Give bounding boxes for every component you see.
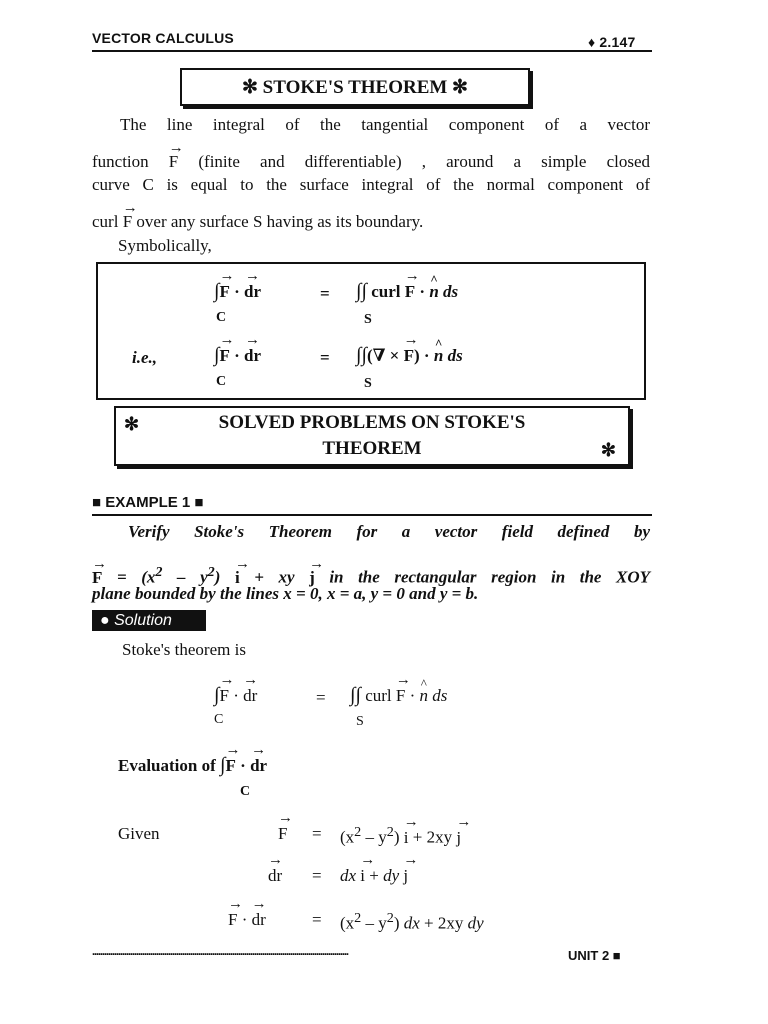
equals-sign: = xyxy=(320,284,330,303)
header-rule xyxy=(92,50,652,52)
given-f-equals: = xyxy=(312,824,322,843)
solution-line-integral: ∫→ F · → dr xyxy=(214,684,257,707)
section-star-right: ✻ xyxy=(600,440,616,460)
line-integral-lhs-2: ∫→ F · → dr xyxy=(214,344,261,367)
example-label: ■ EXAMPLE 1 ■ xyxy=(92,494,204,511)
vector-f-symbol: → F xyxy=(123,212,132,232)
given-f-rhs: $(x^2 - y^2) \to i + 2xy \to j$ xyxy=(340,824,461,848)
statement-line-2 xyxy=(92,152,650,172)
given-label: Given xyxy=(118,824,160,843)
equals-sign-2: = xyxy=(320,348,330,367)
given-f-lhs: → F xyxy=(278,824,287,844)
section-title-line-1: SOLVED PROBLEMS ON STOKE'S xyxy=(218,412,526,433)
solution-equals: = xyxy=(316,688,326,707)
fdr-lhs: → F · → dr xyxy=(228,910,266,930)
line-integral-lhs: ∫→ F · → dr xyxy=(214,280,261,303)
surface-integral-rhs: ∫∫ curl → F · ^ n ds xyxy=(356,280,458,303)
example-rule xyxy=(92,514,652,516)
section-star-left: ✻ xyxy=(124,414,140,434)
statement-line-4-rest: over any surface S having as its boundary. xyxy=(136,212,424,231)
solution-intro: Stoke's theorem is xyxy=(122,640,246,659)
statement-function-word: function xyxy=(92,152,149,171)
sub-s: S xyxy=(364,312,372,327)
fdr-rhs: $(x^2 - y^2)$ dx + 2xy dy xyxy=(340,910,484,933)
curl-form-rhs: ∫∫(∇ × → F) · ^ n ds xyxy=(356,344,463,367)
example-line-3: plane bounded by the lines x = 0, x = a, y = 0 and y = b. xyxy=(92,584,479,603)
statement-line-3: curve C is equal to the surface integral of the normal component of xyxy=(92,175,650,194)
solution-sub-c: C xyxy=(214,712,224,727)
sub-c-2: C xyxy=(216,374,227,389)
footer-dots: ................................................................................................................................ xyxy=(92,944,348,958)
section-title-line-2: THEOREM xyxy=(322,438,422,459)
example-line-2-rest: in the rectangular region in the XOY xyxy=(329,567,651,587)
vector-f-symbol: → F xyxy=(169,152,178,172)
page-number: ♦ 2.147 xyxy=(588,34,636,50)
solution-badge: ● Solution xyxy=(92,610,206,631)
dr-rhs: dx → i + dy → j xyxy=(340,866,408,886)
dr-lhs: → dr xyxy=(268,866,282,886)
solution-surface-integral: ∫∫ curl → F · ^ n ds xyxy=(350,684,447,707)
formula-box xyxy=(96,262,646,400)
sub-s-2: S xyxy=(364,376,372,391)
statement-line-1: The line integral of the tangential component of a vector xyxy=(120,115,650,134)
section-box xyxy=(114,406,630,466)
title-box xyxy=(180,68,530,106)
example-line-2: → $F = (x^2 - y^2) \to i$ + xy → j in the rectangular region in the XOY xyxy=(92,562,650,588)
running-header: VECTOR CALCULUS xyxy=(92,30,234,46)
dr-equals: = xyxy=(312,866,322,885)
footer-unit: UNIT 2 ■ xyxy=(568,948,621,963)
sub-c: C xyxy=(216,310,227,325)
example-line-1: Verify Stoke's Theorem for a vector field defined by xyxy=(128,522,650,541)
statement-line-4 xyxy=(92,212,512,232)
statement-line-2-rest: (finite and differentiable) , around a simple closed xyxy=(198,152,650,171)
theorem-title: ✻ STOKE'S THEOREM ✻ xyxy=(242,77,468,98)
symbolically-label: Symbolically, xyxy=(118,236,212,255)
ie-label: i.e., xyxy=(132,348,158,367)
evaluation-heading: Evaluation of ∫→ F · → dr xyxy=(118,754,267,777)
fdr-equals: = xyxy=(312,910,322,929)
solution-sub-s: S xyxy=(356,714,364,729)
evaluation-sub-c: C xyxy=(240,784,251,799)
statement-curl-word: curl xyxy=(92,212,119,231)
